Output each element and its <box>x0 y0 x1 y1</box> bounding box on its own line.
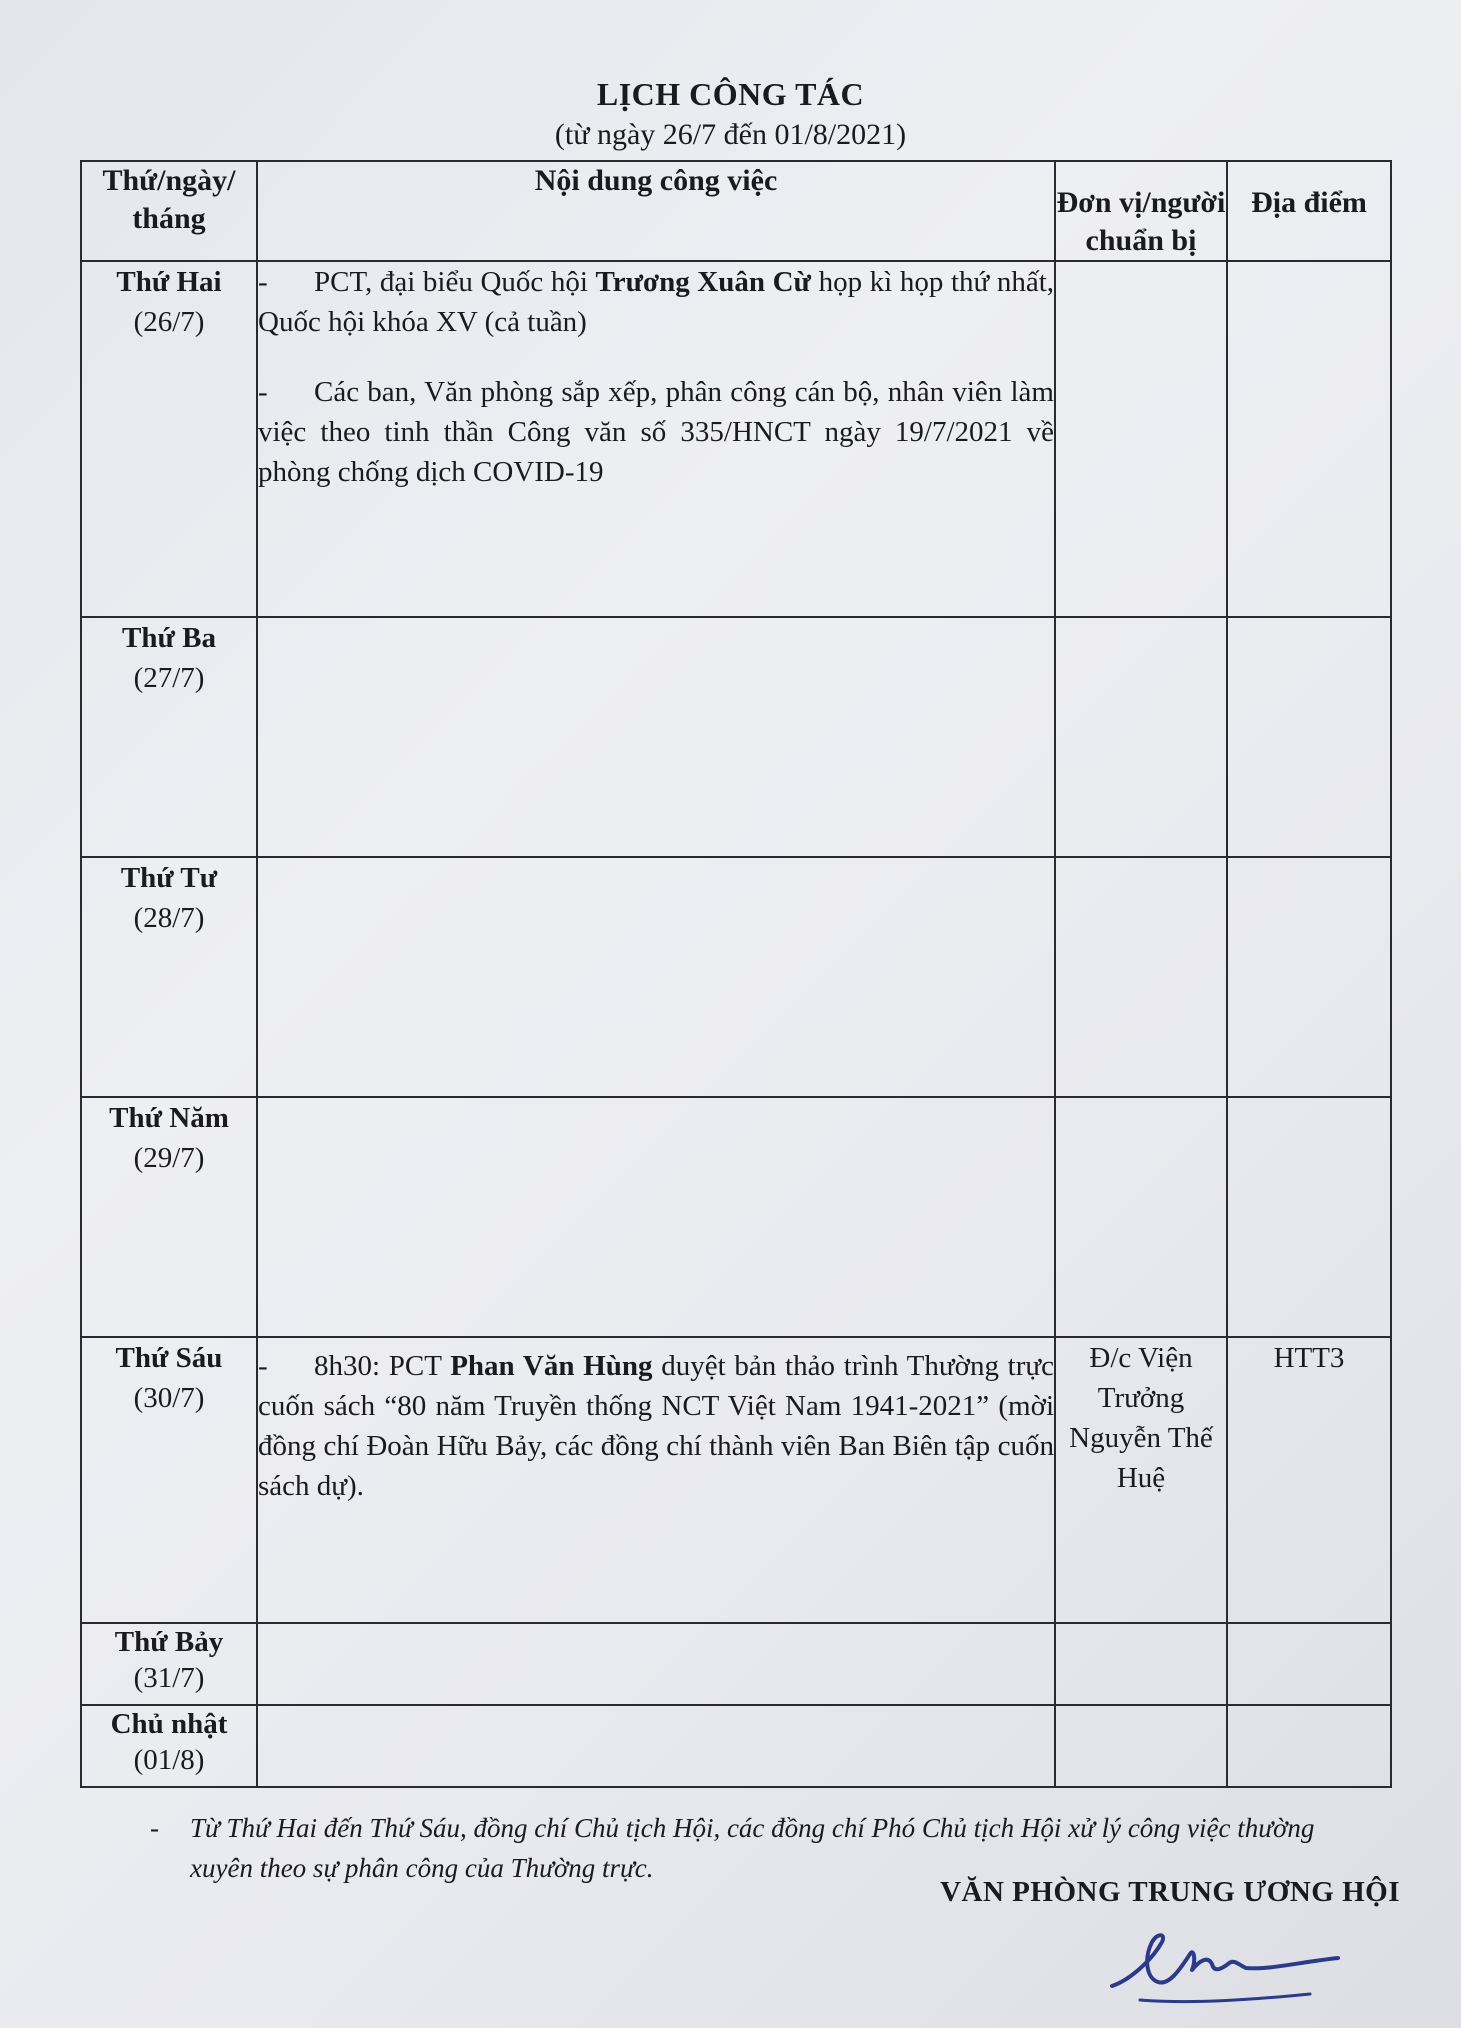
table-row <box>81 261 1391 617</box>
day-cell <box>81 857 257 1097</box>
task-item <box>258 372 1054 492</box>
header-unit: Đơn vị/người chuẩn bị <box>1055 161 1227 261</box>
content-cell <box>257 261 1055 617</box>
unit-cell: Đ/c Viện Trưởng Nguyễn Thế Huệ <box>1055 1337 1227 1623</box>
place-cell <box>1227 857 1391 1097</box>
place-cell <box>1227 1705 1391 1787</box>
day-date: (31/7) <box>133 1662 205 1694</box>
content-cell <box>257 1623 1055 1705</box>
day-cell <box>81 1337 257 1623</box>
place-cell <box>1227 1623 1391 1705</box>
content-cell <box>257 1705 1055 1787</box>
task-item <box>258 1346 1054 1506</box>
day-date: (28/7) <box>133 902 205 934</box>
day-date: (27/7) <box>133 662 205 694</box>
day-date: (26/7) <box>133 306 205 338</box>
day-cell <box>81 1097 257 1337</box>
unit-cell <box>1055 1623 1227 1705</box>
item-dash: - <box>258 376 268 408</box>
place-cell <box>1227 617 1391 857</box>
day-name: Thứ Sáu <box>115 1342 223 1374</box>
task-text: Các ban, Văn phòng sắp xếp, phân công cán bộ, nhân viên làm việc theo tinh thần Công văn số 335/HNCT ngày 19/7/2021 về phòng chống dịch COVID-19 <box>258 376 1054 488</box>
unit-cell <box>1055 261 1227 617</box>
unit-cell <box>1055 617 1227 857</box>
header-place: Địa điểm <box>1227 161 1391 261</box>
task-text: 8h30: PCT <box>314 1350 451 1382</box>
day-cell <box>81 261 257 617</box>
task-text: PCT, đại biểu Quốc hội <box>314 266 596 298</box>
day-name: Thứ Bảy <box>114 1626 224 1658</box>
day-cell <box>81 1705 257 1787</box>
table-header-row <box>81 161 1391 261</box>
day-cell <box>81 1623 257 1705</box>
task-text: duyệt bản thảo trình Thường trực cuốn sách “80 năm Truyền thống NCT Việt Nam 1941-2021” (mời đồng chí Đoàn Hữu Bảy, các đồng chí thành viên Ban Biên tập cuốn sách dự). <box>258 1350 1054 1502</box>
schedule-table <box>80 160 1392 1788</box>
content-cell <box>257 857 1055 1097</box>
handwritten-signature <box>1100 1920 1350 2010</box>
table-row <box>81 1337 1391 1623</box>
person-name: Phan Văn Hùng <box>450 1350 653 1382</box>
header-content: Nội dung công việc <box>257 161 1055 261</box>
place-cell <box>1227 1097 1391 1337</box>
table-row <box>81 1623 1391 1705</box>
item-dash: - <box>258 266 268 298</box>
unit-cell <box>1055 1097 1227 1337</box>
table-row <box>81 1705 1391 1787</box>
day-name: Thứ Năm <box>109 1102 229 1134</box>
footnote-text: Từ Thứ Hai đến Thứ Sáu, đồng chí Chủ tịch Hội, các đồng chí Phó Chủ tịch Hội xử lý công việc thường xuyên theo sự phân công của Thường trực. <box>190 1813 1315 1883</box>
item-dash: - <box>258 1350 268 1382</box>
day-date: (29/7) <box>133 1142 205 1174</box>
task-text: họp kì họp thứ nhất, Quốc hội khóa XV (cả tuần) <box>258 266 1055 338</box>
unit-cell <box>1055 857 1227 1097</box>
day-cell <box>81 617 257 857</box>
unit-cell <box>1055 1705 1227 1787</box>
table-row <box>81 617 1391 857</box>
content-cell <box>257 1097 1055 1337</box>
content-cell <box>257 1337 1055 1623</box>
table-row <box>81 857 1391 1097</box>
day-name: Thứ Ba <box>122 622 216 654</box>
table-row <box>81 1097 1391 1337</box>
header-day: Thứ/ngày/ tháng <box>81 161 257 261</box>
place-cell <box>1227 261 1391 617</box>
document-title: LỊCH CÔNG TÁC <box>596 76 865 112</box>
document-subtitle: (từ ngày 26/7 đến 01/8/2021) <box>554 118 907 151</box>
office-name: VĂN PHÒNG TRUNG ƯƠNG HỘI <box>940 1876 1400 1908</box>
day-name: Thứ Hai <box>116 266 222 298</box>
day-name: Thứ Tư <box>120 862 218 894</box>
footnote-dash: - <box>150 1813 159 1843</box>
place-cell: HTT3 <box>1227 1337 1391 1623</box>
content-cell <box>257 617 1055 857</box>
person-name: Trương Xuân Cừ <box>595 266 811 298</box>
day-name: Chủ nhật <box>110 1708 228 1740</box>
day-date: (30/7) <box>133 1382 205 1414</box>
task-item <box>258 262 1054 342</box>
day-date: (01/8) <box>133 1744 205 1776</box>
